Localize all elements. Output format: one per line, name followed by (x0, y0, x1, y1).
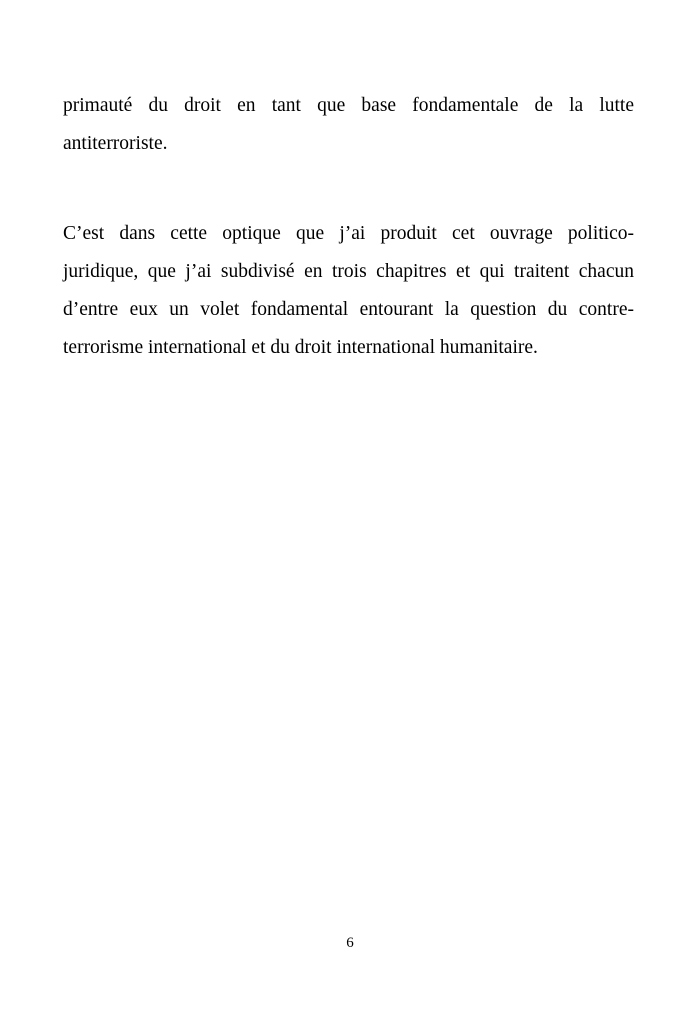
paragraph-2 (63, 215, 634, 367)
page-number: 6 (346, 935, 354, 951)
paragraph-1-line-1: primauté du droit en tant que base fondamentale de la lutte (63, 95, 634, 116)
paragraph-1-line-2: antiterroriste. (63, 133, 168, 154)
paragraph-2-line-1: C’est dans cette optique que j’ai produit cet ouvrage politico- (63, 223, 634, 244)
paragraph-2-line-3: d’entre eux un volet fondamental entourant la question du contre- (63, 299, 634, 320)
paragraph-2-line-4: terrorisme international et du droit international humanitaire. (63, 337, 538, 358)
paragraph-2-line-2: juridique, que j’ai subdivisé en trois chapitres et qui traitent chacun (63, 261, 634, 282)
paragraph-1 (63, 87, 634, 163)
